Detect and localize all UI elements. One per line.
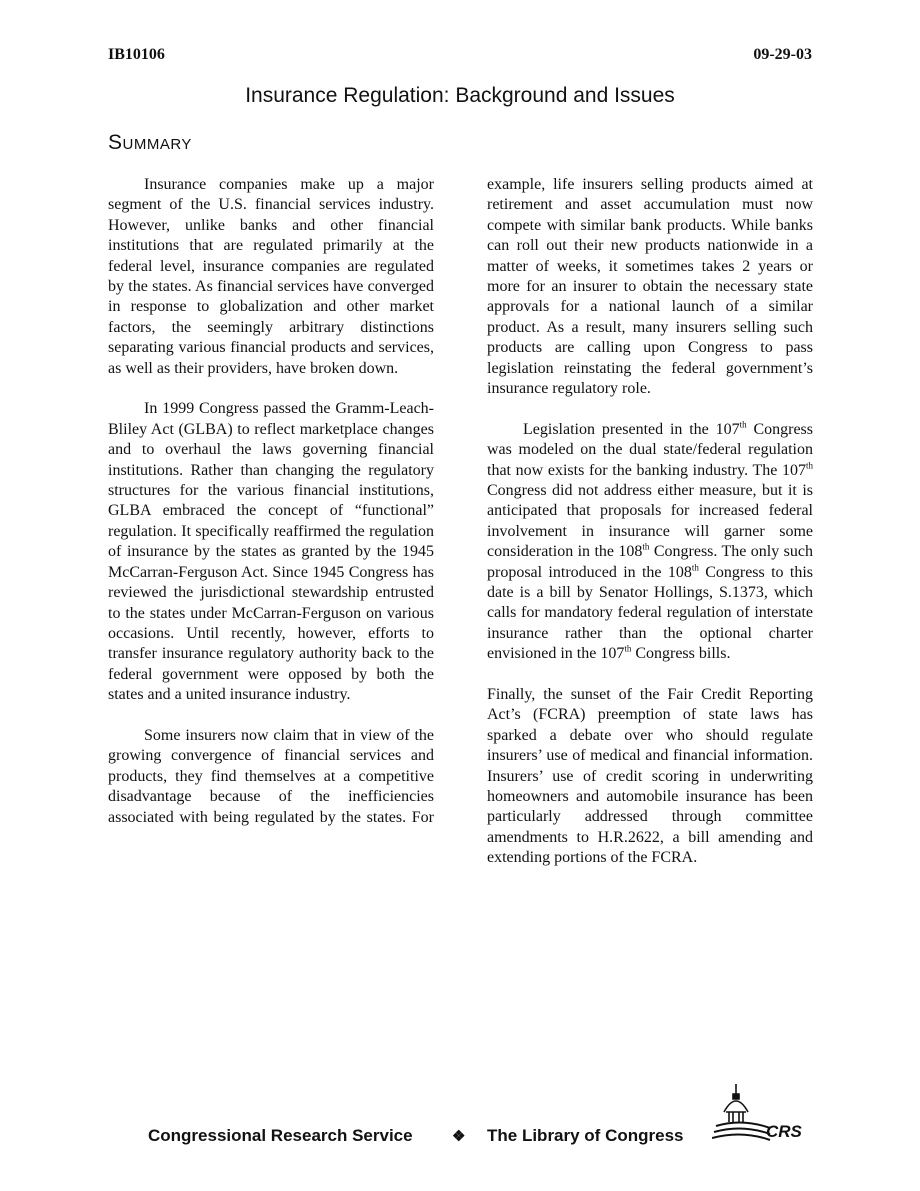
crs-logo-text: CRS <box>766 1122 802 1141</box>
legislation-text-d: Congress. The only such proposal introduced in the 108 <box>487 543 813 581</box>
section-heading: Summary <box>108 131 192 154</box>
crs-capitol-logo-icon <box>712 1082 812 1148</box>
paragraph-fcra: Finally, the sunset of the Fair Credit Reporting Act’s (FCRA) preemption of state laws has sparked a debate over who should regulate insurers’ use of medical and financial information. Insurers’ use of credit scoring in underwriting homeowners and automobile insurance has been particularly addressed through committee amendments to H.R.2622, a bill amending and extending portions of the FCRA. <box>487 686 813 867</box>
ordinal-sup-1: th <box>739 419 747 430</box>
ordinal-sup-5: th <box>624 643 632 654</box>
legislation-text-a: Legislation presented in the 107 <box>523 420 740 438</box>
ordinal-sup-3: th <box>642 541 650 552</box>
ordinal-sup-4: th <box>691 562 699 573</box>
legislation-text-e: Congress to this date is a bill by Senator Hollings, S.1373, which calls for mandatory federal regulation of interstate insurance rather than the optional charter envisioned in the 107 <box>487 563 813 663</box>
legislation-text-b: Congress was modeled on the dual state/federal regulation that now exists for the banking industry. The 107 <box>487 420 813 479</box>
document-date: 09-29-03 <box>753 46 812 63</box>
paragraph-insurers-claim-continued-text: example, life insurers selling products aimed at retirement and asset accumulation must now compete with similar bank products. While banks can roll out their new products nationwide in a matter of weeks, it sometimes takes 2 years or more for an insurer to obtain the necessary state approvals for a national launch of a similar product. As a result, many insurers selling such products are calling upon Congress to pass legislation reinstating the federal government’s insurance regulatory role. <box>487 176 813 398</box>
footer-org: Congressional Research Service <box>148 1126 413 1145</box>
paragraph-legislation <box>487 420 813 665</box>
document-id: IB10106 <box>108 46 165 63</box>
paragraph-insurers-claim-continued <box>487 175 813 399</box>
footer-separator-icon: ❖ <box>452 1128 466 1145</box>
ordinal-sup-2: th <box>805 460 813 471</box>
left-column <box>108 175 434 828</box>
paragraph-glba: In 1999 Congress passed the Gramm-Leach-Bliley Act (GLBA) to reflect marketplace changes and to overhaul the laws governing financial institutions. Rather than changing the regulatory structures for the various financial institutions, GLBA embraced the concept of “functional” regulation. It specifically reaffirmed the regulation of insurance by the states as granted by the 1945 McCarran-Ferguson Act. Since 1945 Congress has reviewed the jurisdictional stewardship entrusted to the states under McCarran-Ferguson on various occasions. Until recently, however, efforts to transfer insurance regulatory authority back to the federal government were opposed by both the states and a united insurance industry. <box>108 400 434 704</box>
paragraph-insurers-claim <box>108 726 434 828</box>
right-column <box>487 175 813 889</box>
paragraph-intro: Insurance companies make up a major segment of the U.S. financial services industry. However, unlike banks and other financial institutions that are regulated primarily at the federal level, insurance companies are regulated by the states. As financial services have converged in response to globalization and other market factors, the seemingly arbitrary distinctions separating various financial products and services, as well as their providers, have broken down. <box>108 176 434 377</box>
footer-library: The Library of Congress <box>487 1126 684 1145</box>
legislation-text-c: Congress did not address either measure, but it is anticipated that proposals for increased federal involvement in insurance will garner some consideration in the 108 <box>487 482 813 561</box>
legislation-text-f: Congress bills. <box>631 645 731 663</box>
page-title: Insurance Regulation: Background and Issues <box>245 84 675 107</box>
paragraph-insurers-claim-text: Some insurers now claim that in view of the growing convergence of financial services and products, they find themselves at a competitive disadvantage because of the inefficiencies associated with being regulated by the states. For <box>108 726 434 826</box>
